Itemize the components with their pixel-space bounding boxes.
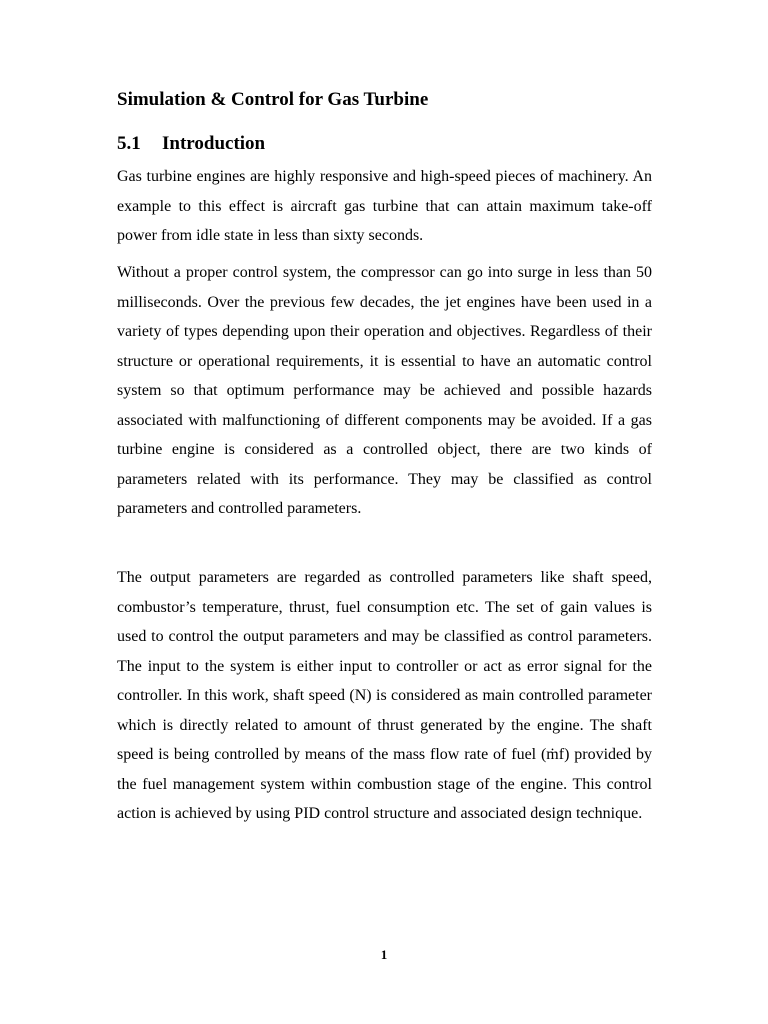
section-heading — [117, 130, 265, 158]
section-number: 5.1 — [117, 133, 141, 154]
paragraph-parameters: The output parameters are regarded as controlled parameters like shaft speed, combustor’s temperature, thrust, fuel consumption etc. The set of gain values is used to control the output parameters and may be classified as control parameters. The input to the system is either input to controller or act as error signal for the controller. In this work, shaft speed (N) is considered as main controlled parameter which is directly related to amount of thrust generated by the engine. The shaft speed is being controlled by means of the mass flow rate of fuel (ṁf) provided by the fuel management system within combustion stage of the engine. This control action is achieved by using PID control structure and associated design technique. — [117, 569, 652, 822]
document-title: Simulation & Control for Gas Turbine — [117, 89, 429, 110]
section-title: Introduction — [162, 133, 266, 154]
page-number: 1 — [380, 947, 388, 962]
paragraph-intro: Gas turbine engines are highly responsive and high-speed pieces of machinery. An example to this effect is aircraft gas turbine that can attain maximum take-off power from idle state in less than sixty seconds. — [117, 168, 652, 244]
paragraph-control-system: Without a proper control system, the compressor can go into surge in less than 50 milliseconds. Over the previous few decades, the jet engines have been used in a variety of types depending upon their operation and objectives. Regardless of their structure or operational requirements, it is essential to have an automatic control system so that optimum performance may be achieved and possible hazards associated with malfunctioning of different components may be avoided. If a gas turbine engine is considered as a controlled object, there are two kinds of parameters related with its performance. They may be classified as control parameters and controlled parameters. — [117, 264, 652, 517]
